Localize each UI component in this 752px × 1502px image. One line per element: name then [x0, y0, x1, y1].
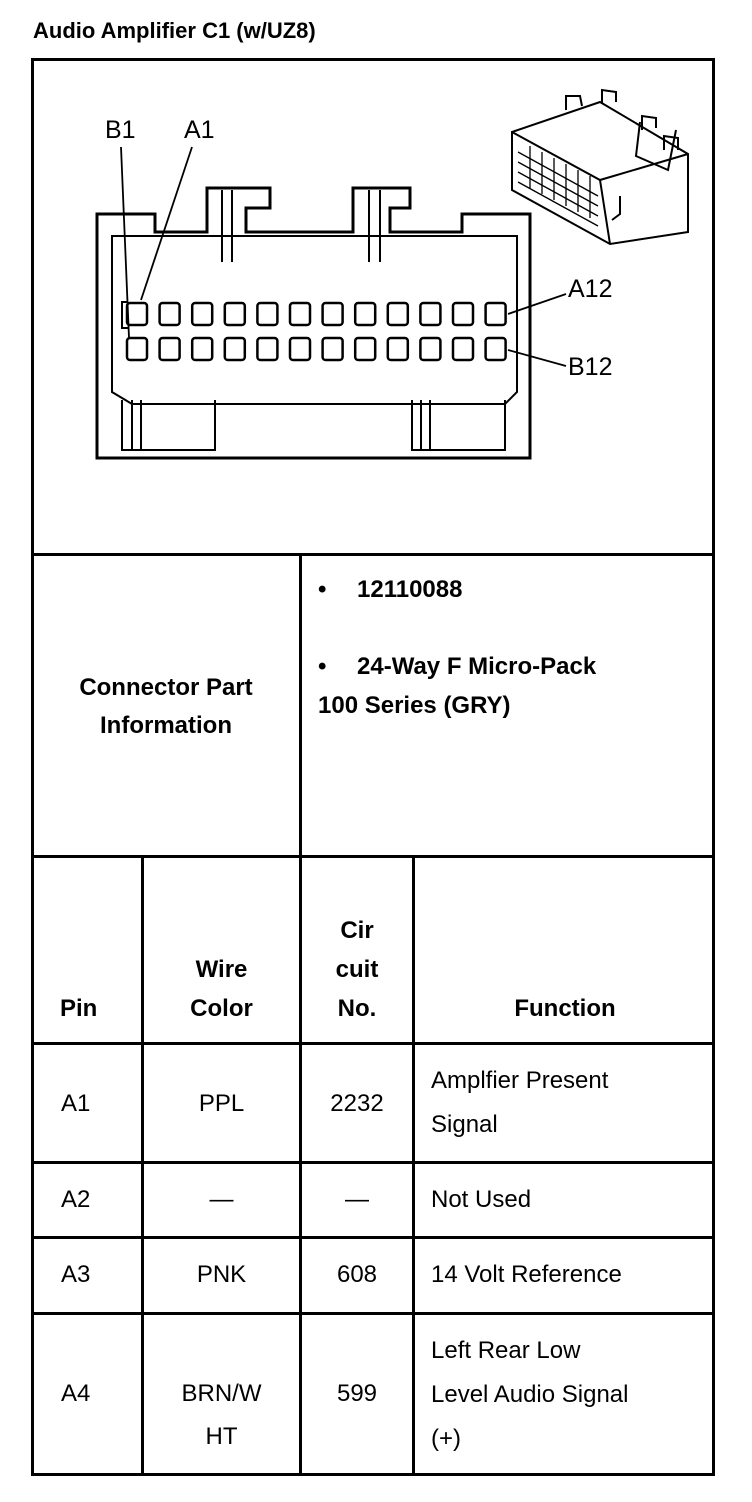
- a1-leader-line: [141, 147, 192, 300]
- pin-cavity: [355, 303, 375, 325]
- row-a3-function: 14 Volt Reference: [431, 1261, 622, 1288]
- header-circuit-line3: No.: [337, 995, 377, 1022]
- row-a2-circuit: —: [345, 1186, 369, 1213]
- row-a2-wire: —: [209, 1186, 234, 1213]
- part-description-line2: 100 Series (GRY): [318, 692, 511, 719]
- row-a4-wire-line1: BRN/W: [181, 1380, 262, 1407]
- bullet-1: •: [318, 576, 327, 603]
- row-a4-pin: A4: [61, 1380, 91, 1407]
- row-a4-circuit: 599: [336, 1380, 378, 1407]
- pin-cavity: [323, 303, 343, 325]
- label-a1: A1: [184, 116, 215, 144]
- pin-cavity: [486, 338, 506, 360]
- pin-cavity: [225, 303, 245, 325]
- pin-cavity: [355, 338, 375, 360]
- pin-cavity: [388, 303, 408, 325]
- pin-cavity: [388, 338, 408, 360]
- pin-cavity: [192, 303, 212, 325]
- row-a3-wire: PNK: [196, 1261, 247, 1288]
- connector-info-label-line2: Information: [100, 712, 232, 739]
- row-a1-wire: PPL: [198, 1090, 245, 1117]
- divider-col-3: [412, 855, 415, 1476]
- bullet-2: •: [318, 653, 327, 680]
- pin-cavity: [257, 338, 277, 360]
- connector-inner-body: [112, 236, 517, 404]
- divider-info: [31, 855, 715, 858]
- row-a4-function-line1: Left Rear Low: [431, 1337, 581, 1364]
- part-number: 12110088: [357, 576, 463, 603]
- row-a4-function-line2: Level Audio Signal: [431, 1381, 629, 1408]
- header-pin: Pin: [60, 995, 98, 1022]
- part-description-line1: 24-Way F Micro-Pack: [357, 653, 597, 680]
- pin-cavity: [453, 303, 473, 325]
- row-a1-function-line1: Amplfier Present: [431, 1067, 609, 1094]
- connector-3d-icon: [512, 90, 688, 244]
- divider-row-2: [31, 1236, 715, 1239]
- row-a4-function-line3: (+): [431, 1425, 461, 1452]
- row-a2-pin: A2: [61, 1186, 91, 1213]
- divider-row-1: [31, 1161, 715, 1164]
- divider-row-3: [31, 1312, 715, 1315]
- row-a1-pin: A1: [61, 1090, 91, 1117]
- divider-info-col: [299, 553, 302, 858]
- pin-cavity: [160, 303, 180, 325]
- connector-info-label-line1: Connector Part: [79, 674, 253, 701]
- pin-cavity: [420, 303, 440, 325]
- divider-header: [31, 1042, 715, 1045]
- pin-cavity: [420, 338, 440, 360]
- row-a1-circuit: 2232: [330, 1090, 384, 1117]
- row-a2-function: Not Used: [431, 1186, 532, 1213]
- connector-diagram: [0, 0, 752, 560]
- pin-cavity: [290, 338, 310, 360]
- divider-diagram: [31, 553, 715, 556]
- label-b1: B1: [105, 116, 136, 144]
- pin-cavity: [486, 303, 506, 325]
- header-wire-color-line1: Wire: [195, 956, 248, 983]
- header-circuit-line2: cuit: [335, 956, 379, 983]
- row-a4-wire-line2: HT: [205, 1423, 238, 1450]
- label-a12: A12: [568, 275, 613, 303]
- connector-housing-outline: [97, 188, 530, 458]
- page-title: Audio Amplifier C1 (w/UZ8): [33, 18, 316, 43]
- header-function: Function: [514, 995, 616, 1022]
- pin-cavity: [225, 338, 245, 360]
- label-b12: B12: [568, 353, 613, 381]
- pin-cavity: [290, 303, 310, 325]
- pin-cavity: [127, 303, 147, 325]
- row-a3-circuit: 608: [336, 1261, 378, 1288]
- pin-cavity: [257, 303, 277, 325]
- header-wire-color-line2: Color: [190, 995, 253, 1022]
- pin-cavity: [160, 338, 180, 360]
- row-a1-function-line2: Signal: [431, 1111, 498, 1138]
- header-circuit-line1: Cir: [340, 917, 374, 944]
- pin-cavity: [453, 338, 473, 360]
- pin-cavity: [192, 338, 212, 360]
- pin-cavity: [127, 338, 147, 360]
- row-a3-pin: A3: [61, 1261, 91, 1288]
- pin-cavity: [323, 338, 343, 360]
